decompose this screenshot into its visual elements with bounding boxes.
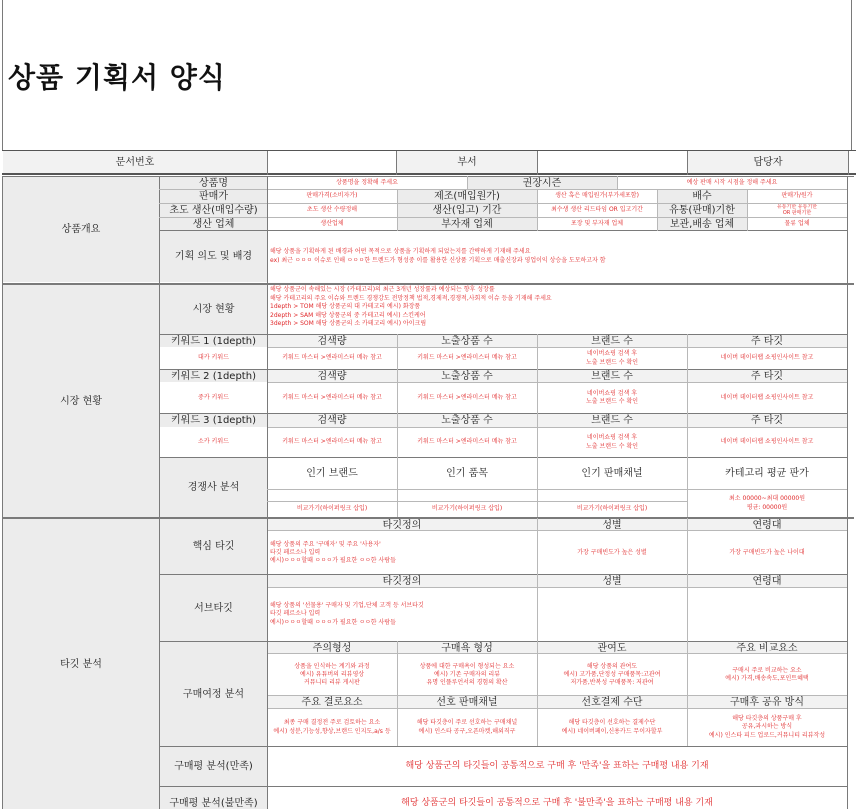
owner-label: 담당자 (688, 151, 848, 173)
grid-line (267, 176, 268, 283)
section-target: 타깃 분석 (3, 519, 159, 809)
grid-line (747, 189, 748, 231)
label-market-status: 시장 현황 (160, 285, 267, 334)
value-review-negative[interactable]: 해당 상품군의 타깃들이 공통적으로 구매 후 '불만족'을 표하는 구매평 내용 기재 (401, 797, 713, 808)
grid-line (159, 457, 847, 458)
grid-line (267, 347, 847, 348)
label-price: 판매가 (160, 190, 267, 203)
journey-channel[interactable]: 해당 타깃층이 주로 선호하는 구매채널 예시) 인스타 공구,오픈마켓,해외직구 (416, 719, 518, 735)
journey-hdr-channel: 선호 판매채널 (397, 696, 537, 708)
journey-hdr-share: 구매후 공유 방식 (687, 696, 847, 708)
dept-value[interactable] (537, 151, 687, 173)
grid-line (159, 334, 847, 335)
value-price[interactable]: 판매가격(소비자가) (306, 192, 358, 200)
journey-hdr-payment: 선호결제 수단 (537, 696, 687, 708)
kw1-target[interactable]: 네이버 데이터랩 쇼핑인사이트 참고 (720, 354, 814, 362)
label-core-target: 핵심 타깃 (160, 519, 267, 574)
col-target-2: 주 타깃 (687, 370, 847, 382)
value-logistics[interactable]: 물류 업체 (784, 219, 810, 227)
value-product-name[interactable]: 상품명을 정확해 주세요 (336, 178, 398, 186)
journey-hdr-decision: 주요 결로요소 (267, 696, 397, 708)
journey-payment[interactable]: 해당 타깃층이 선호하는 결제수단 예시) 네이버페이,신용카드 무이자할부 (561, 719, 663, 735)
grid-line (2, 284, 854, 285)
grid-line (537, 518, 538, 641)
grid-line (159, 217, 847, 218)
label-sub-target: 서브타깃 (160, 575, 267, 641)
kw3-exposed[interactable]: 키워드 마스터 >엔라미스터 메뉴 참고 (417, 438, 517, 446)
section-market: 시장 현황 (3, 285, 159, 517)
grid-line (267, 518, 268, 809)
kw2-target[interactable]: 네이버 데이터랩 쇼핑인사이트 참고 (720, 393, 814, 401)
grid-line (267, 427, 847, 428)
keyword-2-name[interactable]: 중카 키워드 (198, 393, 229, 401)
journey-hdr-involvement: 관여도 (537, 642, 687, 654)
col-search-3: 검색량 (267, 414, 397, 427)
label-logistics: 보관,배송 업체 (657, 218, 747, 230)
grid-line (267, 501, 687, 502)
keyword-3-label: 키워드 3 (1depth) (160, 414, 267, 427)
comp-price-value[interactable]: 최소 00000~최대 00000원 평균: 00000원 (729, 495, 805, 511)
sub-age-value[interactable] (687, 588, 847, 641)
core-age-value[interactable]: 가장 구매빈도가 높은 나이대 (729, 548, 805, 556)
grid-line (467, 176, 468, 190)
core-gender-value[interactable]: 가장 구매빈도가 높은 성별 (577, 548, 647, 556)
value-manufacturer[interactable]: 생산업체 (320, 219, 344, 227)
comp-hdr-brand: 인기 브랜드 (306, 468, 358, 479)
kw2-brands[interactable]: 네이버쇼핑 검색 후 노출 브랜드 수 확인 (585, 389, 639, 405)
grid-line (847, 176, 848, 809)
grid-line (687, 151, 688, 175)
grid-line (159, 369, 847, 370)
section-overview: 상품개요 (3, 177, 159, 282)
col-exposed-2: 노출상품 수 (397, 370, 537, 382)
value-cost[interactable]: 생산 혹은 매입원가(부가세포함) (555, 192, 639, 200)
label-multiple: 배수 (657, 190, 747, 203)
col-brands-2: 브랜드 수 (537, 370, 687, 382)
grid-line (397, 641, 398, 746)
grid-line (267, 382, 847, 383)
comp-hdr-price: 카테고리 평균 판가 (725, 468, 809, 479)
kw1-brands[interactable]: 네이버쇼핑 검색 후 노출 브랜드 수 확인 (585, 350, 639, 366)
value-multiple[interactable]: 판매가/원가 (781, 192, 813, 200)
grid-line (537, 641, 538, 746)
grid-line (267, 587, 847, 588)
grid-line (848, 151, 849, 175)
journey-involvement[interactable]: 해당 상품의 관여도 예시) 고가품,단정성 구매품목:고관여 저가품,반복성 구매품목: 저관여 (563, 662, 661, 687)
keyword-3-name[interactable]: 소카 키워드 (198, 438, 229, 446)
comp-link-brand[interactable]: 비교가기(하이퍼링크 삽입) (296, 505, 368, 513)
grid-line (159, 413, 847, 414)
col-search-2: 검색량 (267, 370, 397, 382)
grid-line (267, 489, 847, 490)
value-review-positive[interactable]: 해당 상품군의 타깃들이 공통적으로 구매 후 '만족'을 표하는 구매평 내용 기재 (405, 761, 709, 772)
grid-line (159, 189, 847, 190)
sub-def-value[interactable]: 해당 상품의 '선물용' 구매자 및 기업,단체 고객 등 서브타깃 타깃 페르소나 입력 예시)ㅇㅇㅇ할때 ㅇㅇㅇ가 필요한 ㅇㅇ한 사람들 (270, 602, 424, 626)
label-initial-qty: 초도 생산(매입수량) (160, 204, 267, 217)
journey-desire[interactable]: 상품에 대한 구매욕이 형성되는 요소 예시) 기존 구매자의 리뷰 유명 인플루언서의 경험의 확산 (419, 662, 515, 687)
col-exposed-1: 노출상품 수 (397, 335, 537, 347)
label-product-name: 상품명 (160, 177, 267, 189)
col-brands-3: 브랜드 수 (537, 414, 687, 427)
sub-def-header: 타깃정의 (267, 575, 537, 587)
value-intent[interactable]: 해당 상품을 기획하게 된 배경과 어떤 목적으로 상품을 기획하게 되었는지를 간략하게 기재해 주세요 ex) 최근 ㅇㅇㅇ 이슈로 인해 ㅇㅇㅇ한 트렌드가 형성중 이를 활용한 신상품 기획으로 매출신장과 영업이익 상승을 도모하고자 함 (270, 248, 606, 264)
grid-line (159, 574, 847, 575)
label-intent: 기획 의도 및 배경 (160, 231, 267, 282)
grid-line (159, 786, 847, 787)
sub-gender-value[interactable] (537, 588, 687, 641)
col-target-3: 주 타깃 (687, 414, 847, 427)
journey-share[interactable]: 해당 타깃층의 상품구매 후 공유,과시하는 방식 예시) 인스타 피드 업로드,커뮤니티 리뷰작성 (708, 715, 826, 739)
label-manufacturer: 생산 업체 (160, 218, 267, 230)
core-age-header: 연령대 (687, 519, 847, 531)
label-shelf-life: 유통(판매)기한 (657, 204, 747, 217)
kw3-target[interactable]: 네이버 데이터랩 쇼핑인사이트 참고 (720, 438, 814, 446)
core-def-value[interactable]: 해당 상품의 주요 '구매자' 및 주요 '사용자' 타깃 페르소나 입력 예시)ㅇㅇㅇ할때 ㅇㅇㅇ가 필요한 ㅇㅇ한 사람들 (270, 540, 396, 565)
kw2-exposed[interactable]: 키워드 마스터 >엔라미스터 메뉴 참고 (417, 393, 517, 401)
keyword-2-label: 키워드 2 (1depth) (160, 370, 267, 382)
label-cost: 제조(매입원가) (397, 190, 537, 203)
col-target-1: 주 타깃 (687, 335, 847, 347)
value-initial-qty[interactable]: 초도 생산 수량정해 (306, 206, 358, 214)
value-subsupplier[interactable]: 포장 및 부자재 업체 (570, 219, 624, 227)
comp-link-item[interactable]: 비교가기(하이퍼링크 삽입) (431, 505, 503, 513)
grid-line (687, 518, 688, 641)
keyword-1-label: 키워드 1 (1depth) (160, 335, 267, 347)
kw1-exposed[interactable]: 키워드 마스터 >엔라미스터 메뉴 참고 (417, 354, 517, 362)
grid-line (267, 530, 847, 531)
grid-line (159, 203, 847, 204)
value-season[interactable]: 예상 판매 시작 시점을 정해 주세요 (686, 178, 778, 186)
grid-line (537, 151, 538, 175)
comp-link-channel[interactable]: 비교가기(하이퍼링크 삽입) (576, 505, 648, 513)
comp-hdr-item: 인기 품목 (446, 468, 488, 479)
kw3-search[interactable]: 키워드 마스터 >엔라미스터 메뉴 참고 (282, 438, 382, 446)
journey-hdr-desire: 구매욕 형성 (397, 642, 537, 654)
label-subsupplier: 부자재 업체 (397, 218, 537, 230)
page-title: 상품 기획서 양식 (8, 61, 226, 94)
dept-label: 부서 (397, 151, 537, 173)
label-review-positive: 구매평 분석(만족) (160, 747, 267, 786)
col-search-1: 검색량 (267, 335, 397, 347)
journey-compare[interactable]: 구매시 주로 비교하는 요소 예시) 가격,배송속도,포인트혜택 (725, 666, 809, 682)
label-journey: 구매여정 분석 (160, 642, 267, 746)
grid-line (159, 176, 160, 809)
col-brands-1: 브랜드 수 (537, 335, 687, 347)
keyword-1-name[interactable]: 대카 키워드 (198, 354, 229, 362)
grid-line (267, 284, 268, 517)
value-shelf-life[interactable]: 유통기한 유통기한 OR 판매기한 (776, 204, 818, 216)
grid-line (537, 189, 538, 231)
kw3-brands[interactable]: 네이버쇼핑 검색 후 노출 브랜드 수 확인 (585, 434, 639, 450)
sub-gender-header: 성별 (537, 575, 687, 587)
label-season: 권장시즌 (467, 177, 617, 189)
journey-decision[interactable]: 최종 구매 결정전 주로 검토하는 요소 예시) 성분,기능성,향상,브랜드 인지도,a/s 등 (273, 719, 391, 735)
doc-number-label: 문서번호 (3, 151, 267, 173)
grid-line (159, 641, 847, 642)
doc-number-value[interactable] (267, 151, 396, 173)
label-competitor: 경쟁사 분석 (160, 458, 267, 517)
grid-line (267, 653, 847, 654)
grid-line (267, 151, 268, 175)
grid-line (617, 176, 618, 190)
kw1-search[interactable]: 키워드 마스터 >엔라미스터 메뉴 참고 (282, 354, 382, 362)
grid-line (267, 695, 847, 696)
comp-hdr-channel: 인기 판매채널 (581, 468, 643, 479)
grid-line (159, 746, 847, 747)
grid-line (396, 151, 397, 175)
core-def-header: 타깃정의 (267, 519, 537, 531)
grid-line (657, 189, 658, 231)
value-market-status[interactable]: 해당 상품군이 속해있는 시장 (카테고리)의 최근 3개년 성장률과 예상되는 향후 성장률 해당 카테고리의 주요 이슈와 트렌드 경쟁강도 전망정책 법적,경제적,경쟁적,사회적 이슈 등을 기재해 주세요 1depth > TOM 해당 상품군의 대 카테고리 예시) 화장품 2depth > SAM 해당 상품군의 중 카테고리 예시) 스킨케어 3depth > SOM 해당 상품군의 소 카테고리 예시) 아이크림 (270, 286, 552, 328)
grid-line (159, 230, 847, 231)
col-exposed-3: 노출상품 수 (397, 414, 537, 427)
sub-age-header: 연령대 (687, 575, 847, 587)
value-lead-time[interactable]: 최수생 생산 리드타임 OR 입고기간 (551, 206, 643, 214)
grid-line (2, 518, 854, 519)
core-gender-header: 성별 (537, 519, 687, 531)
journey-hdr-compare: 주요 비교요소 (687, 642, 847, 654)
kw2-search[interactable]: 키워드 마스터 >엔라미스터 메뉴 참고 (282, 393, 382, 401)
label-review-negative: 구매평 분석(불만족) (160, 787, 267, 809)
journey-attention[interactable]: 상품을 인식하는 계기와 과정 예시) 유튜버의 리뷰영상 커뮤니티 리뷰 게시판 (294, 662, 370, 687)
grid-line (2, 176, 3, 809)
grid-line (687, 641, 688, 746)
journey-hdr-attention: 주의형성 (267, 642, 397, 654)
grid-line (267, 708, 847, 709)
label-lead-time: 생산(입고) 기간 (397, 204, 537, 217)
grid-line (2, 176, 854, 177)
grid-line (397, 189, 398, 231)
